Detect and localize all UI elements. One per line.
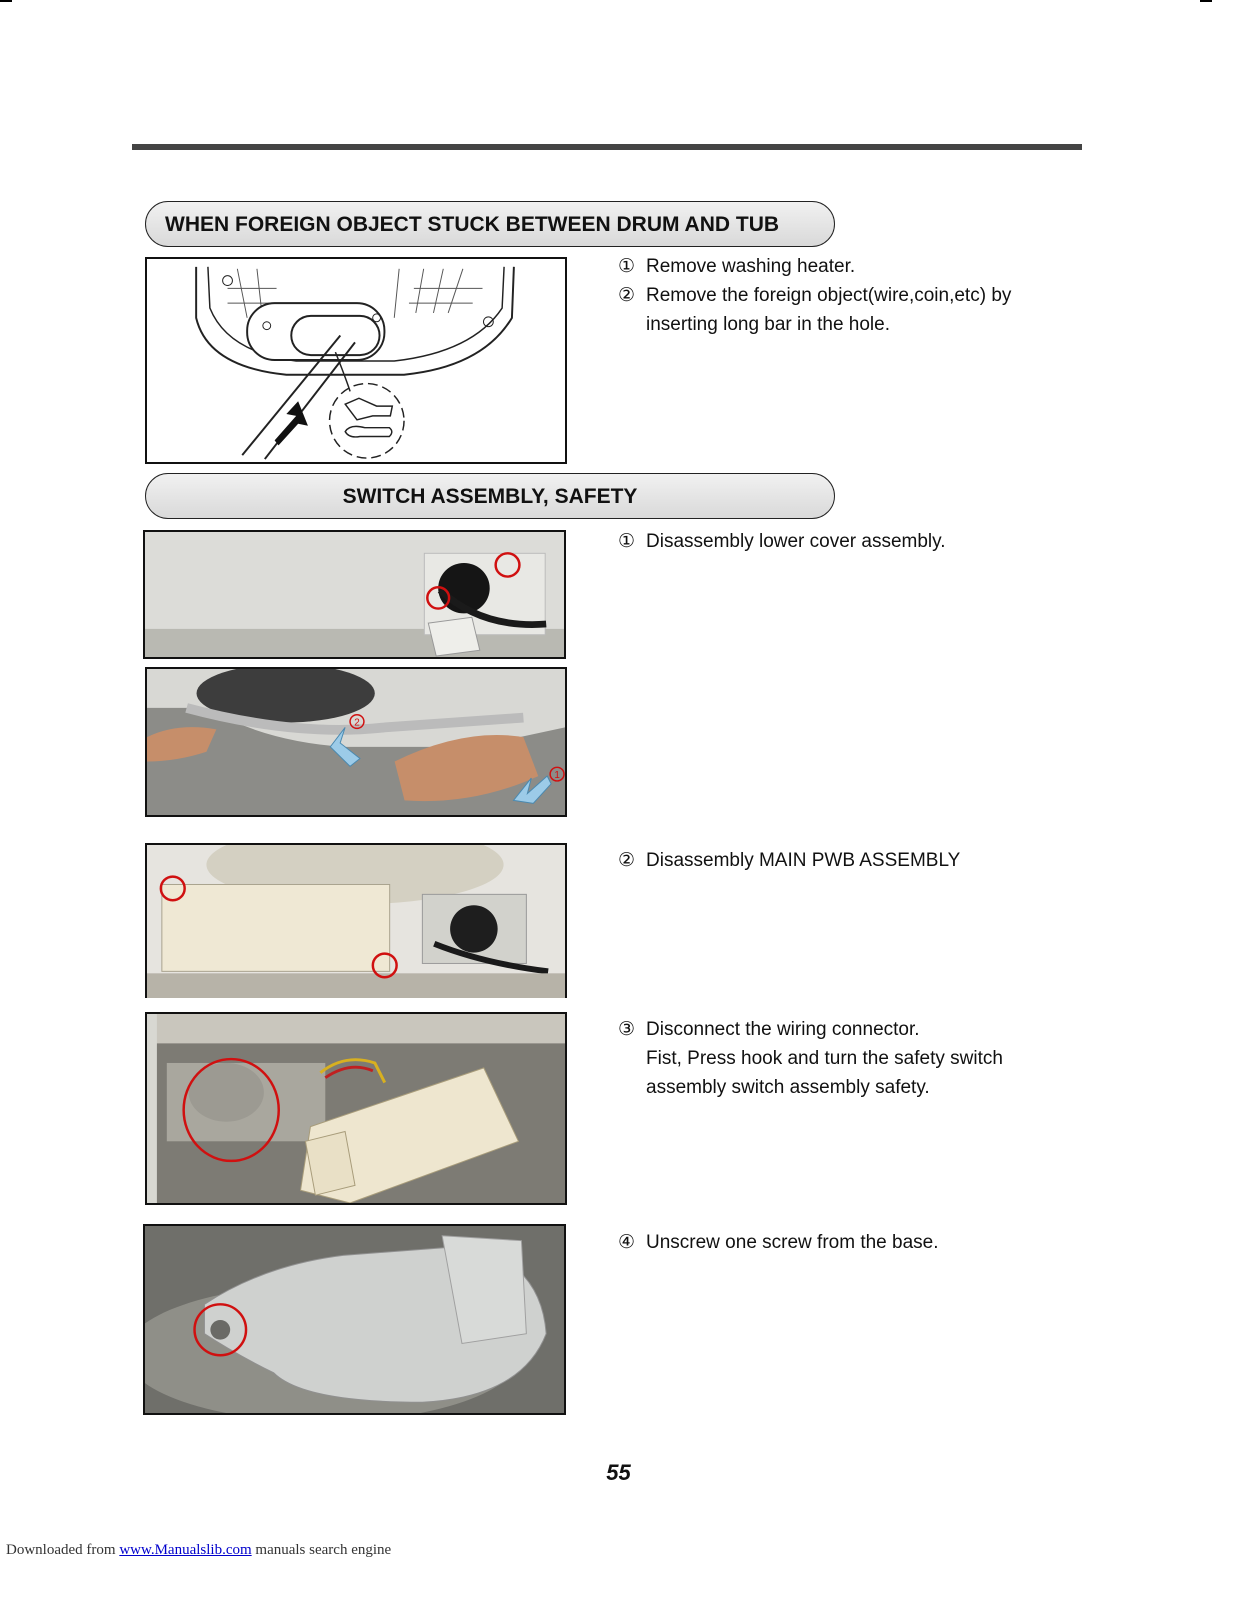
step-foreign-2: ② Remove the foreign object(wire,coin,etc) by inserting long bar in the hole. [618,285,1012,335]
wiring-connector-photo-svg [147,1014,565,1203]
footer-prefix: Downloaded from [6,1542,120,1558]
top-rule [132,144,1082,150]
page-number: 55 [606,1460,631,1485]
diagram-foreign-object [145,257,567,464]
section-header-safety-switch [145,473,835,519]
photo-main-pwb [145,843,567,998]
step-foreign-1: ① Remove washing heater. [618,256,856,277]
photo-screw-base [143,1224,566,1415]
footer [6,1542,391,1559]
photo-marker-2: 2 [354,717,360,729]
section-title: WHEN FOREIGN OBJECT STUCK BETWEEN DRUM AND TUB [165,213,780,236]
photo-remove-cover [145,667,567,817]
manualslib-link[interactable]: www.Manualslib.com [119,1542,252,1558]
remove-cover-photo-svg [147,669,565,815]
photo-marker-1: 1 [554,770,560,781]
crop-mark-left [0,0,12,2]
step-safety-3: ③ Disconnect the wiring connector. Fist, Press hook and turn the safety switch assembly switch assembly safety. [618,1019,1003,1098]
crop-mark-right [1200,0,1212,2]
step-safety-1: ① Disassembly lower cover assembly. [618,531,946,552]
footer-suffix: manuals search engine [251,1542,392,1558]
photo-wiring-connector [145,1012,567,1205]
screw-base-photo-svg [145,1226,564,1413]
section-header-foreign-object [145,201,835,247]
lower-cover-photo-svg [145,532,564,657]
step-safety-4: ④ Unscrew one screw from the base. [618,1232,939,1253]
tub-diagram-svg [147,259,565,462]
section-title: SWITCH ASSEMBLY, SAFETY [342,485,638,508]
step-safety-2: ② Disassembly MAIN PWB ASSEMBLY [618,850,961,871]
main-pwb-photo-svg [147,845,565,998]
photo-lower-cover [143,530,566,659]
